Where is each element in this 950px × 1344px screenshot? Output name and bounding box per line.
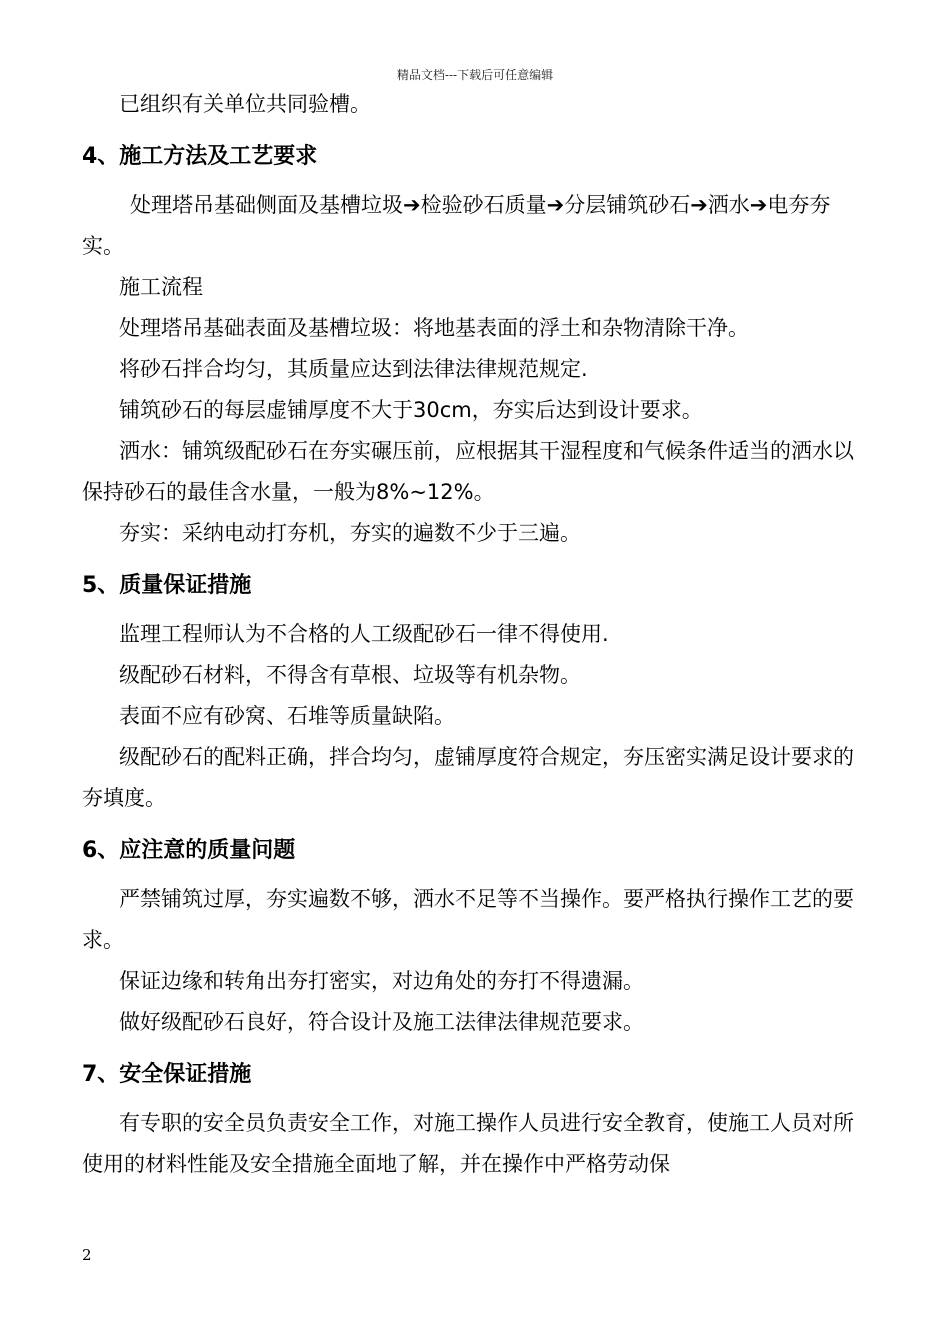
paragraph: 严禁铺筑过厚，夯实遍数不够，洒水不足等不当操作。要严格执行操作工艺的要求。	[82, 887, 854, 952]
paragraph: 级配砂石材料，不得含有草根、垃圾等有机杂物。	[119, 663, 581, 687]
section-heading-7: 7、安全保证措施	[82, 1062, 252, 1087]
page-number: 2	[82, 1246, 92, 1264]
section-heading-5: 5、质量保证措施	[82, 573, 252, 598]
paragraph: 将砂石拌合均匀，其质量应达到法律法律规范规定.	[119, 357, 588, 381]
paragraph: 已组织有关单位共同验槽。	[119, 92, 371, 116]
document-body	[82, 84, 862, 1185]
section-heading-6: 6、应注意的质量问题	[82, 838, 296, 863]
paragraph: 夯实：采纳电动打夯机，夯实的遍数不少于三遍。	[119, 521, 581, 545]
paragraph: 监理工程师认为不合格的人工级配砂石一律不得使用.	[119, 622, 609, 646]
paragraph: 保证边缘和转角出夯打密实，对边角处的夯打不得遗漏。	[119, 969, 644, 993]
paragraph: 铺筑砂石的每层虚铺厚度不大于30cm，夯实后达到设计要求。	[119, 398, 703, 422]
paragraph: 做好级配砂石良好，符合设计及施工法律法律规范要求。	[119, 1010, 644, 1034]
process-flow-paragraph: 处理塔吊基础侧面及基槽垃圾➔检验砂石质量➔分层铺筑砂石➔洒水➔电夯夯实。	[82, 193, 831, 258]
section-heading-4: 4、施工方法及工艺要求	[82, 144, 318, 169]
page-header: 精品文档---下载后可任意编辑	[396, 68, 554, 82]
paragraph: 级配砂石的配料正确，拌合均匀，虚铺厚度符合规定，夯压密实满足设计要求的夯填度。	[82, 745, 854, 810]
paragraph: 施工流程	[119, 275, 203, 299]
paragraph: 表面不应有砂窝、石堆等质量缺陷。	[119, 704, 455, 728]
paragraph: 处理塔吊基础表面及基槽垃圾：将地基表面的浮土和杂物清除干净。	[119, 316, 749, 340]
paragraph: 有专职的安全员负责安全工作，对施工操作人员进行安全教育，使施工人员对所使用的材料性能及安全措施全面地了解，并在操作中严格劳动保	[82, 1111, 854, 1176]
paragraph: 洒水：铺筑级配砂石在夯实碾压前，应根据其干湿程度和气候条件适当的洒水以保持砂石的最佳含水量，一般为8%~12%。	[82, 439, 854, 504]
